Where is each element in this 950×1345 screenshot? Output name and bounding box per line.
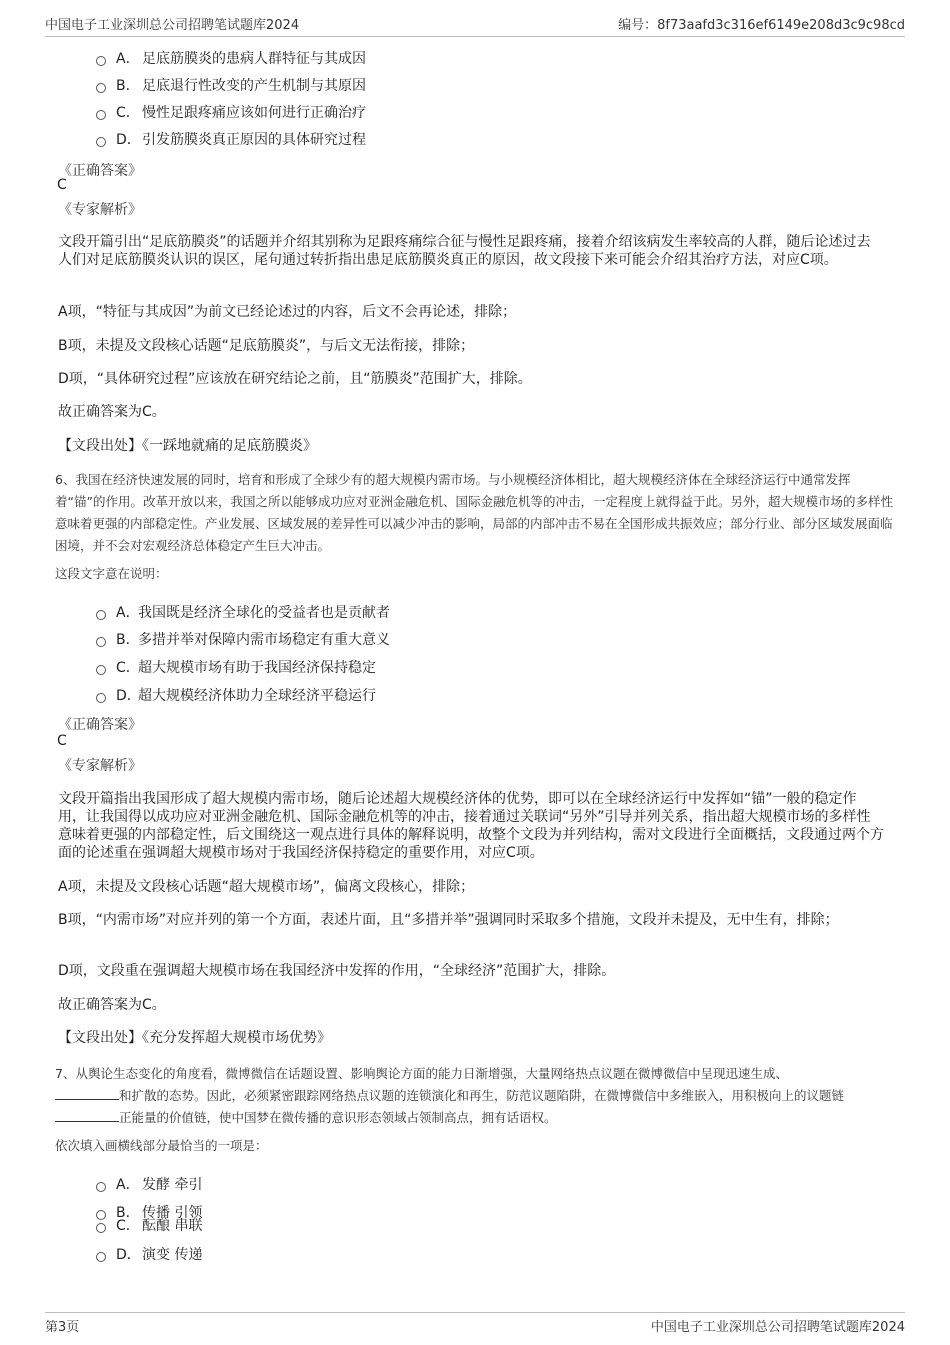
radio-icon[interactable] <box>96 110 106 120</box>
q7-passage-part1: 7、从舆论生态变化的角度看，微博微信在话题设置、影响舆论方面的能力日渐增强，大量网络热点议题在微博微信中呈现迅速生成、 <box>55 1066 788 1081</box>
q7-passage-part2: 和扩散的态势。因此，必须紧密跟踪网络热点议题的连锁演化和再生，防范议题陷阱，在微博微信中多维嵌入，用积极向上的议题链 <box>119 1088 845 1103</box>
q5-analysis-a: A项，“特征与其成因”为前文已经论述过的内容，后文不会再论述，排除； <box>58 304 517 320</box>
q7-passage <box>55 1063 897 1129</box>
page-header <box>45 14 905 37</box>
radio-icon[interactable] <box>96 56 106 66</box>
radio-icon[interactable] <box>96 665 106 675</box>
q5-analysis: 文段开篇引出“足底筋膜炎”的话题并介绍其别称为足跟疼痛综合征与慢性足跟疼痛，接着介绍该病发生率较高的人群，随后论述过去人们对足底筋膜炎认识的误区，尾句通过转折指出患足底筋膜炎真正的原因，故文段接下来可能会介绍其治疗方法，对应C项。 <box>58 234 871 268</box>
q5-source: 【文段出处】《一踩地就痛的足底筋膜炎》 <box>58 438 317 454</box>
q6-conclusion: 故正确答案为C。 <box>58 997 166 1013</box>
radio-icon[interactable] <box>96 637 106 647</box>
q7-option-c[interactable]: C． 酝酿 串联 <box>96 1215 202 1235</box>
radio-icon[interactable] <box>96 1252 106 1262</box>
q6-passage: 6、我国在经济快速发展的同时，培育和形成了全球少有的超大规模内需市场。与小规模经济体相比，超大规模经济体在全球经济运行中通常发挥着“锚”的作用。改革开放以来，我国之所以能够成功应对亚洲金融危机、国际金融危机等的冲击，一定程度上就得益于此。另外，超大规模市场的多样性意味着更强的内部稳定性。产业发展、区域发展的差异性可以减少冲击的影响，局部的内部冲击不易在全国形成共振效应；部分行业、部分区域发展面临困境，并不会对宏观经济总体稳定产生巨大冲击。 <box>55 472 893 553</box>
q6-answer: C <box>57 733 67 749</box>
q5-analysis-label: 《专家解析》 <box>58 202 142 218</box>
q5-option-b[interactable]: B． 足底退行性改变的产生机制与其原因 <box>96 75 366 95</box>
q7-option-a[interactable]: A． 发酵 牵引 <box>96 1174 202 1194</box>
q5-option-a[interactable]: A． 足底筋膜炎的患病人群特征与其成因 <box>96 48 366 68</box>
page-number: 第3页 <box>45 1320 80 1335</box>
radio-icon[interactable] <box>96 1223 106 1233</box>
footer-title: 中国电子工业深圳总公司招聘笔试题库2024 <box>650 1320 905 1335</box>
q6-answer-label: 《正确答案》 <box>58 717 142 733</box>
q7-option-b[interactable]: B． 传播 引领 <box>96 1202 202 1222</box>
radio-icon[interactable] <box>96 137 106 147</box>
q6-option-a[interactable]: A． 我国既是经济全球化的受益者也是贡献者 <box>96 602 390 622</box>
header-title: 中国电子工业深圳总公司招聘笔试题库2024 <box>45 18 300 33</box>
q5-analysis-d: D项，“具体研究过程”应该放在研究结论之前，且“筋膜炎”范围扩大，排除。 <box>58 371 532 387</box>
q6-option-b[interactable]: B． 多措并举对保障内需市场稳定有重大意义 <box>96 629 390 649</box>
q5-answer: C <box>57 177 67 193</box>
q7-option-d[interactable]: D． 演变 传递 <box>96 1244 202 1264</box>
q5-conclusion: 故正确答案为C。 <box>58 404 166 420</box>
q6-analysis-a: A项，未提及文段核心话题“超大规模市场”，偏离文段核心，排除； <box>58 879 475 895</box>
header-id: 编号：8f73aafd3c316ef6149e208d3c9c98cd <box>618 18 905 33</box>
q5-answer-label: 《正确答案》 <box>58 163 142 179</box>
q5-option-c[interactable]: C． 慢性足跟疼痛应该如何进行正确治疗 <box>96 102 366 122</box>
q6-analysis-b: B项，“内需市场”对应并列的第一个方面，表述片面，且“多措并举”强调同时采取多个措施，文段并未提及，无中生有，排除； <box>58 912 839 928</box>
q6-analysis: 文段开篇指出我国形成了超大规模内需市场，随后论述超大规模经济体的优势，即可以在全球经济运行中发挥如“锚”一般的稳定作用，让我国得以成功应对亚洲金融危机、国际金融危机等的冲击，接着通过关联词“另外”引导并列关系，指出超大规模市场的多样性意味着更强的内部稳定性，后文围绕这一观点进行具体的解释说明，故整个文段为并列结构，需对文段进行全面概括，文段通过两个方面的论述重在强调超大规模市场对于我国经济保持稳定的重要作用，对应C项。 <box>58 791 884 861</box>
q7-stem: 依次填入画横线部分最恰当的一项是： <box>55 1138 268 1153</box>
radio-icon[interactable] <box>96 1182 106 1192</box>
radio-icon[interactable] <box>96 83 106 93</box>
radio-icon[interactable] <box>96 610 106 620</box>
q6-option-d[interactable]: D． 超大规模经济体助力全球经济平稳运行 <box>96 685 376 705</box>
q7-passage-part3: 正能量的价值链，使中国梦在微传播的意识形态领域占领制高点，拥有话语权。 <box>119 1110 557 1125</box>
q6-source: 【文段出处】《充分发挥超大规模市场优势》 <box>58 1030 331 1046</box>
q5-option-d[interactable]: D． 引发筋膜炎真正原因的具体研究过程 <box>96 129 366 149</box>
q7-blank-2[interactable] <box>55 1109 119 1122</box>
q7-blank-1[interactable] <box>55 1087 119 1100</box>
q6-analysis-d: D项，文段重在强调超大规模市场在我国经济中发挥的作用，“全球经济”范围扩大，排除。 <box>58 963 616 979</box>
radio-icon[interactable] <box>96 693 106 703</box>
q6-option-c[interactable]: C． 超大规模市场有助于我国经济保持稳定 <box>96 657 376 677</box>
q6-analysis-label: 《专家解析》 <box>58 758 142 774</box>
page-footer <box>45 1312 905 1335</box>
q5-analysis-b: B项，未提及文段核心话题“足底筋膜炎”，与后文无法衔接，排除； <box>58 338 475 354</box>
q6-stem: 这段文字意在说明： <box>55 566 168 581</box>
